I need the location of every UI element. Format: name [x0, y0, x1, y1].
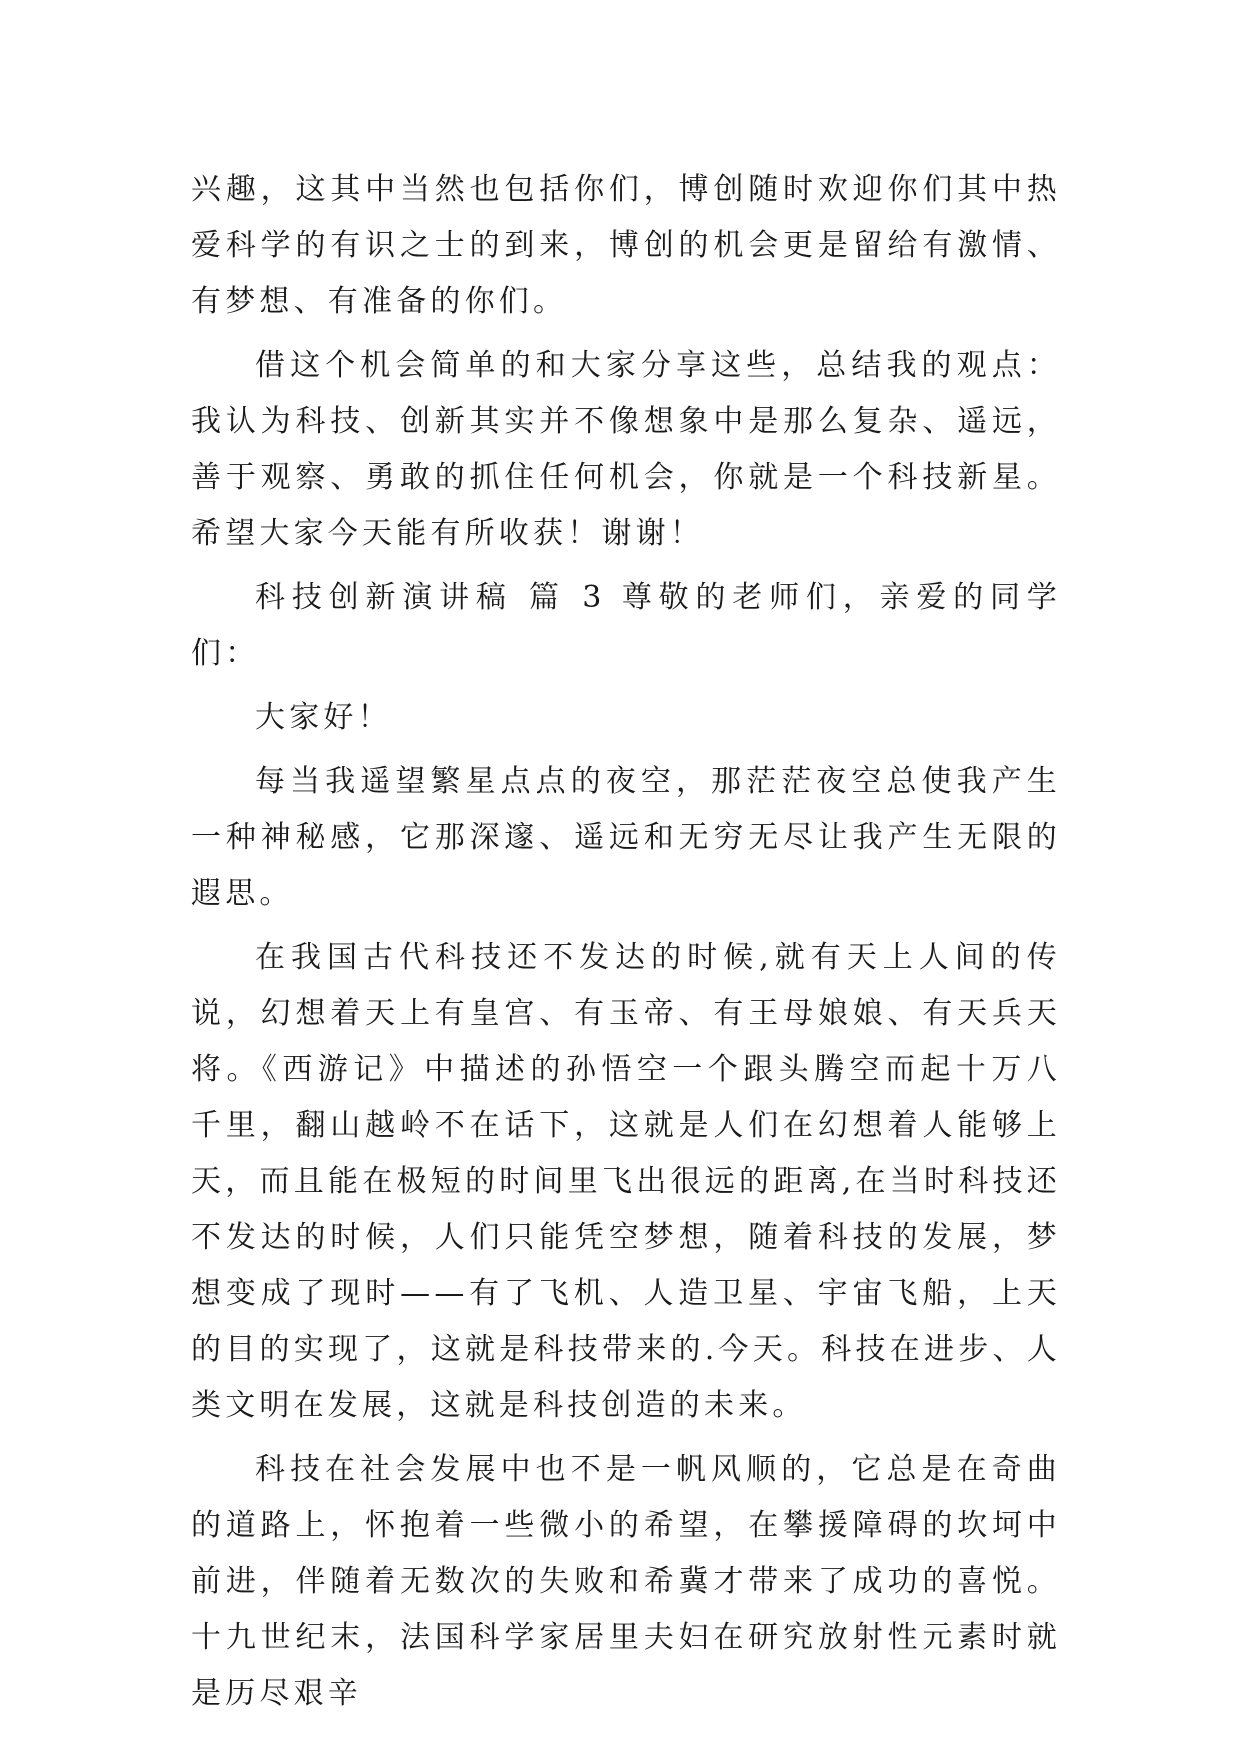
paragraph: 借这个机会简单的和大家分享这些，总结我的观点：我认为科技、创新其实并不像想象中是那么复杂、遥远，善于观察、勇敢的抓住任何机会，你就是一个科技新星。希望大家今天能有所收获！谢谢！: [191, 348, 1061, 551]
paragraph: 每当我遥望繁星点点的夜空，那茫茫夜空总使我产生一种神秘感，它那深邃、遥远和无穷无尽让我产生无限的遐思。: [191, 764, 1061, 911]
paragraph: 科技在社会发展中也不是一帆风顺的，它总是在奇曲的道路上，怀抱着一些微小的希望，在攀援障碍的坎坷中前进，伴随着无数次的失败和希冀才带来了成功的喜悦。十九世纪末，法国科学家居里夫妇在研究放射性元素时就是历尽艰辛: [191, 1452, 1061, 1711]
document-body: [191, 162, 1061, 1730]
greeting-paragraph: 大家好！: [255, 700, 392, 735]
paragraph: 兴趣，这其中当然也包括你们，博创随时欢迎你们其中热爱科学的有识之士的到来，博创的机会更是留给有激情、有梦想、有准备的你们。: [191, 172, 1061, 319]
section-heading-paragraph: 科技创新演讲稿 篇 3 尊敬的老师们，亲爱的同学们：: [191, 580, 1061, 671]
paragraph: 在我国古代科技还不发达的时候,就有天上人间的传说，幻想着天上有皇宫、有玉帝、有王母娘娘、有天兵天将。《西游记》中描述的孙悟空一个跟头腾空而起十万八千里，翻山越岭不在话下，这就是人们在幻想着人能够上天，而且能在极短的时间里飞出很远的距离,在当时科技还不发达的时候，人们只能凭空梦想，随着科技的发展，梦想变成了现时——有了飞机、人造卫星、宇宙飞船，上天的目的实现了，这就是科技带来的.今天。科技在进步、人类文明在发展，这就是科技创造的未来。: [191, 940, 1061, 1423]
